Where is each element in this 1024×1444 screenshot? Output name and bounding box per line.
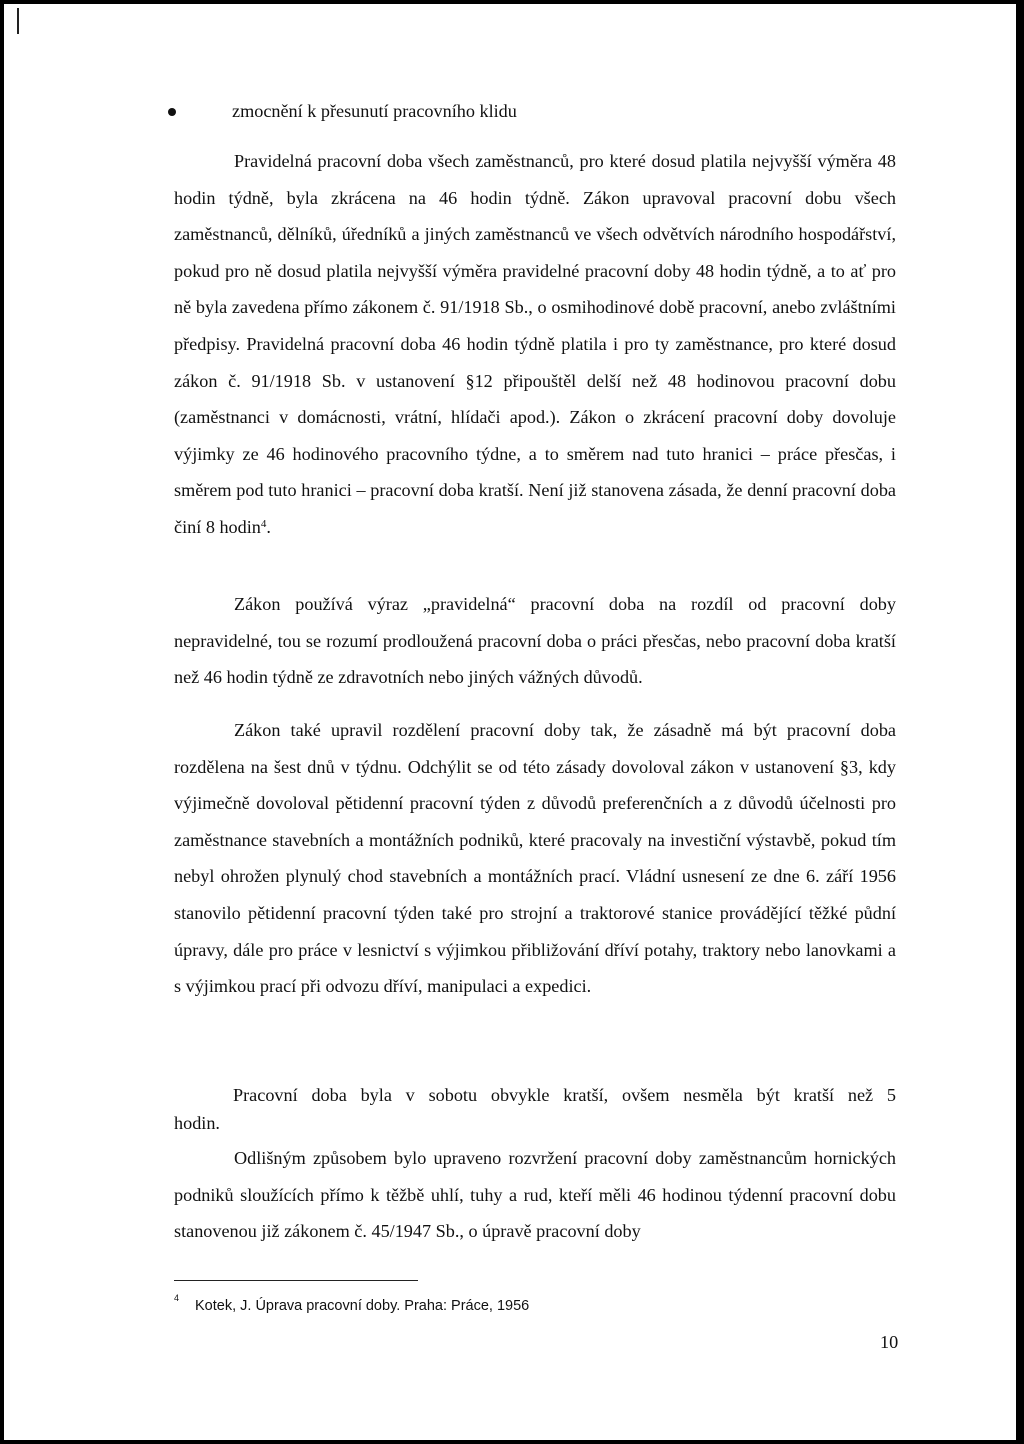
paragraph-regular-hours: Zákon používá výraz „pravidelná“ pracovní doba na rozdíl od pracovní doby nepravidelné, tou se rozumí prodloužená pracovní doba o práci přesčas, nebo pracovní doba kratší než 46 hodin týdně ze zdravotních nebo jiných vážných důvodů.: [174, 594, 896, 688]
footnote-text: Kotek, J. Úprava pracovní doby. Praha: Práce, 1956: [195, 1297, 530, 1314]
scan-mark: [17, 8, 19, 34]
footnote-separator: [174, 1280, 418, 1281]
paragraph-mining: Odlišným způsobem bylo upraveno rozvržení pracovní doby zaměstnancům hornických podniků sloužících přímo k těžbě uhlí, tuhy a rud, kteří měli 46 hodinou týdenní pracovní dobu stanovenou již zákonem č. 45/1947 Sb., o úpravě pracovní doby: [174, 1148, 896, 1242]
paragraph-saturday-end: hodin.: [174, 1113, 220, 1133]
footnote: [174, 1291, 529, 1316]
page-number: 10: [880, 1332, 899, 1352]
paragraph-text: Pravidelná pracovní doba všech zaměstnanců, pro které dosud platila nejvyšší výměra 48 hodin týdně, byla zkrácena na 46 hodin týdně. Zákon upravoval pracovní dobu všech zaměstnanců, dělníků, úředníků a jiných zaměstnanců ve všech odvětvích národního hospodářství, pokud pro ně dosud platila nejvyšší výměra pravidelné pracovní doby 48 hodin týdně, a to ať pro ně byla zavedena přímo zákonem č. 91/1918 Sb., o osmihodinové době pracovní, anebo zvláštními předpisy. Pravidelná pracovní doba 46 hodin týdně platila i pro ty zaměstnance, pro které dosud zákon č. 91/1918 Sb. v ustanovení §12 připouštěl delší než 48 hodinovou pracovní dobu (zaměstnanci v domácnosti, vrátní, hlídači apod.). Zákon o zkrácení pracovní doby dovoluje výjimky ze 46 hodinového pracovního týdne, a to směrem nad tuto hranici – práce přesčas, i směrem pod tuto hranici – pracovní doba kratší. Není již stanovena zásada, že denní pracovní doba činí 8 hodin: [174, 151, 896, 537]
paragraph-saturday-line: Pracovní doba byla v sobotu obvykle kratší, ovšem nesměla být kratší než 5: [233, 1085, 896, 1105]
footnote-reference: 4: [260, 517, 267, 530]
paragraph-work-week: Zákon také upravil rozdělení pracovní doby tak, že zásadně má být pracovní doba rozdělena na šest dnů v týdnu. Odchýlit se od této zásady dovoloval zákon v ustanovení §3, kdy výjimečně dovoloval pětidenní pracovní týden z důvodů preferenčních a z důvodů účelnosti pro zaměstnance stavebních a montážních podniků, které pracovaly na investiční výstavbě, pokud tím nebyl ohrožen plynulý chod stavebních a montážních prací. Vládní usnesení ze dne 6. září 1956 stanovilo pětidenní pracovní týden také pro strojní a traktorové stanice provádějící těžké půdní úpravy, dále pro práce v lesnictví s výjimkou přibližování dříví potahy, traktory nebo lanovkami a s výjimkou prací při odvozu dříví, manipulaci a expedici.: [174, 720, 896, 997]
bullet-item-text: zmocnění k přesunutí pracovního klidu: [232, 101, 517, 121]
footnote-number: 4: [174, 1293, 180, 1303]
bullet-icon: [168, 108, 176, 116]
paragraph-end: .: [266, 516, 271, 537]
paragraph-working-hours: [174, 143, 896, 546]
scan-edge-line: [30, 4, 545, 5]
scan-edge-line: [560, 4, 596, 5]
